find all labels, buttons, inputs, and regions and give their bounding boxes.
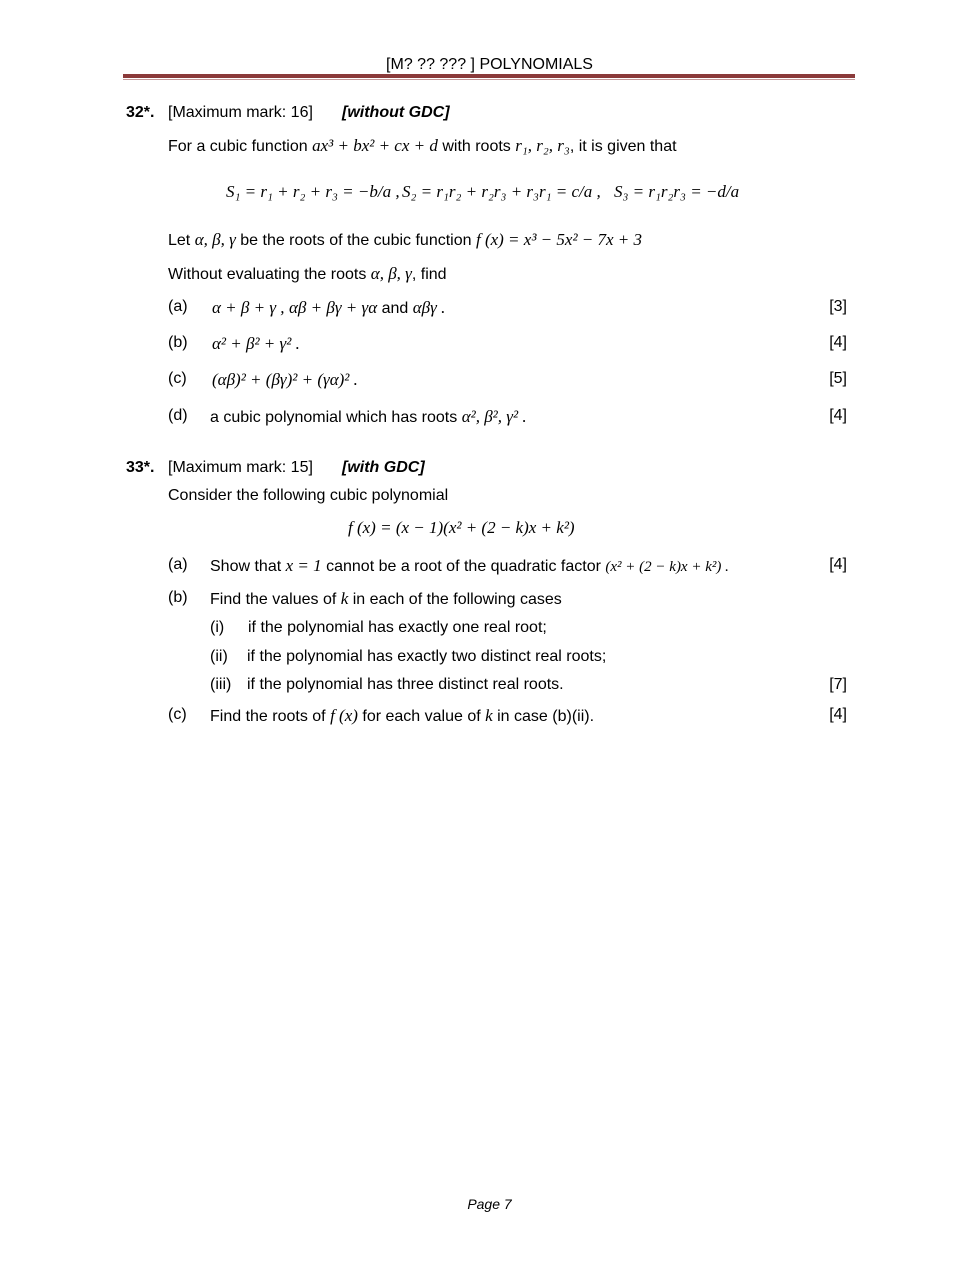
q32-max-mark: [Maximum mark: 16] (168, 104, 313, 121)
q32-s1-formula: S₁ = r₁ + r₂ + r₃ = −b/a , (226, 182, 400, 201)
q32-let-roots: α, β, γ (194, 230, 236, 249)
q32a-expr2: αβ + βγ + γα (289, 298, 378, 317)
q32-intro-text: For a cubic function (168, 138, 308, 155)
page-number: Page 7 (467, 1196, 512, 1212)
q32-let-func: f (x) = x³ − 5x² − 7x + 3 (475, 230, 643, 249)
q32-intro-roots: r₁, r₂, r₃ (515, 136, 570, 155)
q33c-t1: Find the roots of (210, 708, 326, 725)
q33b-t1: Find the values of (210, 591, 337, 608)
q33b-ii-text: if the polynomial has exactly two distinct real roots; (247, 648, 607, 665)
q32-intro-expr: ax³ + bx² + cx + d (312, 136, 438, 155)
q32-without-roots: α, β, γ (370, 264, 412, 283)
q33c-mark: [4] (829, 706, 847, 723)
q33c-label: (c) (168, 706, 187, 723)
q33-gdc-note: [with GDC] (342, 459, 425, 476)
q33a-mark: [4] (829, 556, 847, 573)
q33b-iii-text: if the polynomial has three distinct real roots. (247, 676, 564, 693)
q33c-fx: f (x) (330, 706, 358, 725)
q32-let (168, 230, 642, 250)
q33c-t2: for each value of (362, 708, 481, 725)
q32-intro-end: , it is given that (569, 138, 677, 155)
q32-number: 32*. (126, 104, 155, 121)
q32-without-end: , find (411, 266, 447, 283)
q32d-expr: α², β², γ² . (461, 407, 527, 426)
q32-intro-mid: with roots (442, 138, 511, 155)
q32d-mark: [4] (829, 407, 847, 424)
q33b-body (210, 589, 562, 609)
q32-s2-formula: S₂ = r₁r₂ + r₂r₃ + r₃r₁ = c/a , (402, 182, 601, 201)
page-header: [M? ?? ??? ] POLYNOMIALS (386, 56, 593, 73)
q32a-expr3: αβγ . (412, 298, 446, 317)
q33b-iii-label: (iii) (210, 676, 232, 693)
q32b-mark: [4] (829, 334, 847, 351)
q33a-t2: cannot be a root of the quadratic factor (326, 558, 601, 575)
q32b-expr: α² + β² + γ² . (212, 334, 300, 353)
q32-without-text: Without evaluating the roots (168, 266, 367, 283)
q32-let-mid: be the roots of the cubic function (240, 232, 472, 249)
q32-intro (168, 136, 677, 156)
q32c-label: (c) (168, 370, 187, 387)
q32c-mark: [5] (829, 370, 847, 387)
q33-function: f (x) = (x − 1)(x² + (2 − k)x + k²) (348, 518, 575, 537)
q33b-i-text: if the polynomial has exactly one real root; (248, 619, 547, 636)
q33a-t1: Show that (210, 558, 282, 575)
q32-s3-formula: S₃ = r₁r₂r₃ = −d/a (614, 182, 740, 201)
q33a-factor: (x² + (2 − k)x + k²) . (605, 559, 729, 575)
q33b-label: (b) (168, 589, 188, 606)
q33c-body (210, 706, 594, 726)
q33b-mark: [7] (829, 676, 847, 693)
q32a-body (212, 298, 445, 318)
header-rule-thin (123, 79, 855, 80)
q32-gdc-note: [without GDC] (342, 104, 450, 121)
q33c-k: k (485, 706, 493, 725)
q32a-mark: [3] (829, 298, 847, 315)
q33a-label: (a) (168, 556, 188, 573)
q33a-expr: x = 1 (285, 556, 322, 575)
q32-let-text: Let (168, 232, 191, 249)
q33-intro: Consider the following cubic polynomial (168, 487, 449, 504)
header-rule (123, 74, 855, 78)
q33b-t2: in each of the following cases (352, 591, 562, 608)
q32-without (168, 264, 447, 284)
q32a-label: (a) (168, 298, 188, 315)
q33c-t3: in case (b)(ii). (497, 708, 595, 725)
q32d-label: (d) (168, 407, 188, 424)
q33-number: 33*. (126, 459, 155, 476)
q32d-body (210, 407, 527, 427)
q32a-expr1: α + β + γ , (212, 298, 285, 317)
q32c-expr: (αβ)² + (βγ)² + (γα)² . (212, 370, 358, 389)
q33b-ii-label: (ii) (210, 648, 228, 665)
q33-max-mark: [Maximum mark: 15] (168, 459, 313, 476)
q32a-and: and (381, 300, 409, 317)
q33a-body (210, 556, 729, 576)
q32b-label: (b) (168, 334, 188, 351)
q33b-i-label: (i) (210, 619, 225, 636)
q33b-k: k (340, 589, 349, 608)
q32d-text: a cubic polynomial which has roots (210, 409, 458, 426)
